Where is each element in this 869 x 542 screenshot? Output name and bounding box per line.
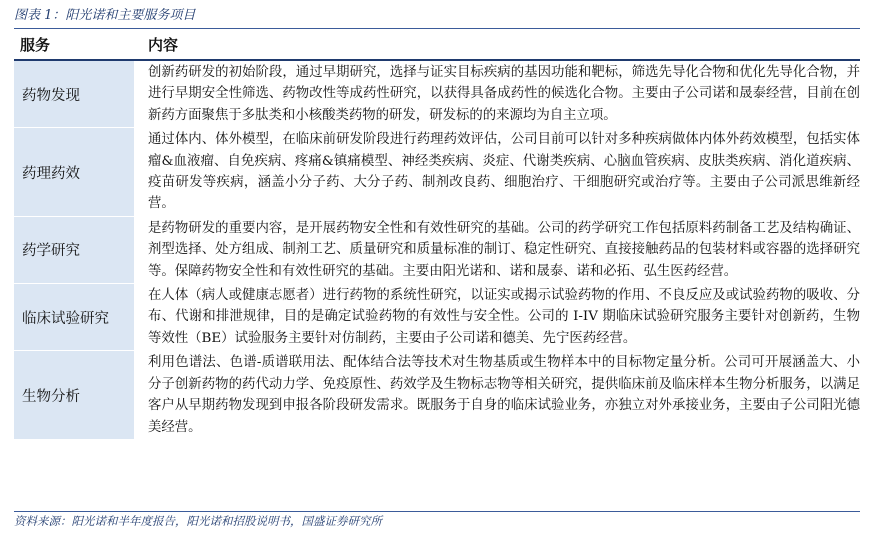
service-cell: 药学研究: [14, 217, 134, 283]
content-cell: 利用色谱法、色谱-质谱联用法、配体结合法等技术对生物基质或生物样本中的目标物定量分析。公司可开展涵盖大、小分子创新药物的药代动力学、免疫原性、药效学及生物标志物等相关研究，提供临床前及临床样本生物分析服务，以满足客户从早期药物发现到申报各阶段研发需求。既服务于自身的临床试验业务，亦独立对外承接业务，主要由子公司阳光德美经营。: [148, 355, 860, 435]
service-cell: 临床试验研究: [14, 284, 134, 350]
table-row: [14, 351, 860, 440]
service-cell: 药物发现: [14, 61, 134, 127]
service-cell: 药理药效: [14, 128, 134, 216]
source-note: 资料来源：阳光诺和半年度报告，阳光诺和招股说明书，国盛证券研究所: [14, 511, 860, 530]
table-row: [14, 217, 860, 284]
content-cell: 是药物研发的重要内容，是开展药物安全性和有效性研究的基础。公司的药学研究工作包括原料药制备工艺及结构确证、剂型选择、处方组成、制剂工艺、质量研究和质量标准的制订、稳定性研究、直接接触药品的包装材料或容器的选择研究等。保障药物安全性和有效性研究的基础。主要由阳光诺和、诺和晟泰、诺和必拓、弘生医药经营。: [148, 220, 860, 279]
header-service: 服务: [20, 36, 51, 54]
content-cell: 通过体内、体外模型，在临床前研发阶段进行药理药效评估，公司目前可以针对多种疾病做体内体外药效模型，包括实体瘤&血液瘤、自免疾病、疼痛&镇痛模型、神经类疾病、炎症、代谢类疾病、心脑血管疾病、皮肤类疾病、消化道疾病、疫苗研发等疾病，涵盖小分子药、大分子药、制剂改良药、细胞治疗、干细胞研究或治疗等。主要由子公司派思维新经营。: [148, 132, 860, 212]
service-cell: 生物分析: [14, 351, 134, 439]
content-cell: 在人体（病人或健康志愿者）进行药物的系统性研究，以证实或揭示试验药物的作用、不良反应及或试验药物的吸收、分布、代谢和排泄规律，目的是确定试验药物的有效性与安全性。公司的 I-IV 期临床试验研究服务主要针对创新药，生物等效性（BE）试验服务主要针对仿制药，主要由子公司诺和德美、先宁医药经营。: [148, 288, 860, 346]
content-cell: 创新药研发的初始阶段，通过早期研究，选择与证实目标疾病的基因功能和靶标，筛选先导化合物和优化先导化合物，并进行早期安全性筛选、药物改性等成药性研究，以获得具备成药性的候选化合物。主要由子公司诺和晟泰经营，目前在创新药方面聚焦于多肽类和小核酸类药物的研发，研发标的的来源均为自主立项。: [148, 65, 860, 123]
services-table: [14, 32, 860, 440]
table-caption: 图表 1：阳光诺和主要服务项目: [14, 4, 860, 29]
table-row: [14, 284, 860, 351]
table-header-row: [14, 32, 860, 61]
table-row: [14, 128, 860, 217]
header-content: 内容: [148, 36, 179, 54]
table-row: [14, 61, 860, 128]
